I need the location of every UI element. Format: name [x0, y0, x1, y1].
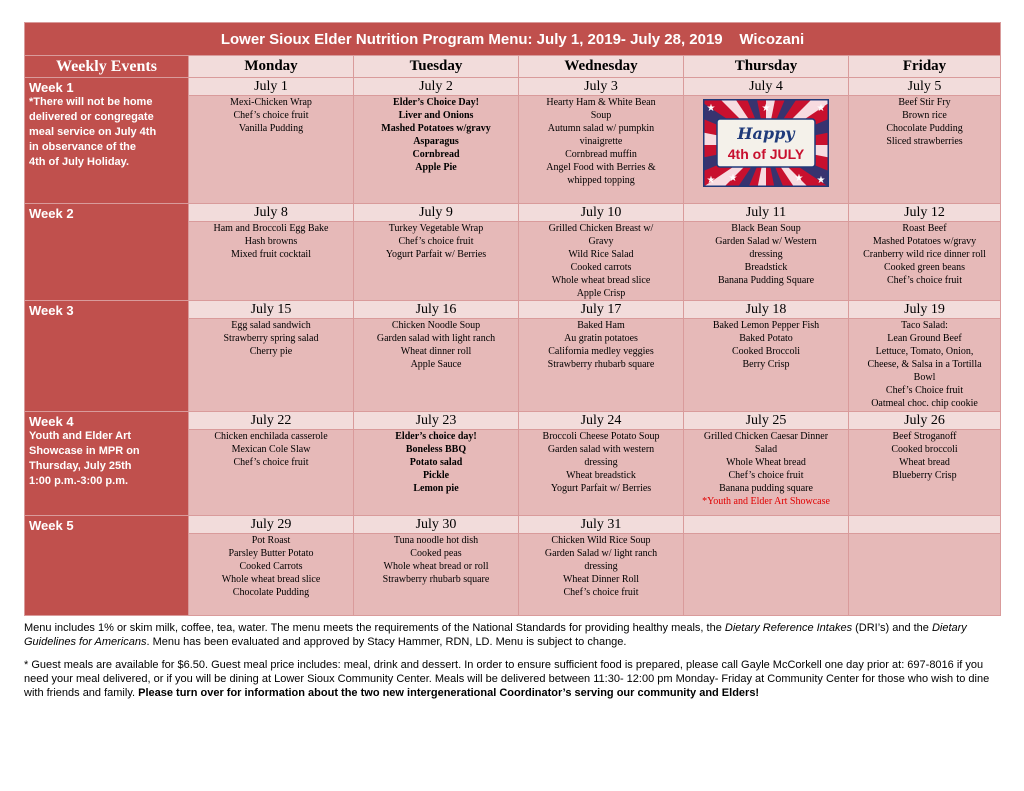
- meal-item: Mexi-Chicken Wrap: [230, 97, 312, 108]
- day-date: July 22: [189, 412, 354, 430]
- footer-notes: [24, 621, 1004, 700]
- meal-item: Chicken enchilada casserole: [214, 431, 328, 442]
- meal-item: Egg salad sandwich: [231, 320, 311, 331]
- meal-cell: [354, 430, 519, 516]
- meal-cell: [849, 534, 1001, 616]
- meal-cell: [849, 430, 1001, 516]
- meal-item: Beef Stir Fry: [898, 97, 951, 108]
- meal-item: Baked Lemon Pepper Fish: [712, 320, 820, 331]
- meal-item: Pickle: [422, 470, 450, 481]
- day-date: July 5: [849, 78, 1001, 96]
- menu-table: [24, 22, 1001, 616]
- meal-cell: [189, 222, 354, 301]
- day-date: [849, 516, 1001, 534]
- week-event-note: Showcase in MPR on: [29, 445, 140, 457]
- meal-cell: [354, 96, 519, 204]
- svg-text:★: ★: [794, 173, 804, 184]
- meal-cell: [684, 319, 849, 412]
- meal-item: Cooked carrots: [570, 262, 632, 273]
- week-events-cell: [25, 412, 189, 516]
- meal-item: Parsley Butter Potato: [228, 548, 314, 559]
- meal-item: Mashed Potatoes w/gravy: [381, 123, 491, 134]
- week-event-note: in observance of the: [29, 141, 136, 153]
- meal-item: Chef’s choice fruit: [563, 587, 639, 598]
- week-events-cell: [25, 516, 189, 616]
- meal-item: Chef’s Choice fruit: [885, 385, 964, 396]
- day-date: July 29: [189, 516, 354, 534]
- meal-item: Strawberry spring salad: [223, 333, 319, 344]
- meal-item: Lettuce, Tomato, Onion,: [875, 346, 974, 357]
- meal-item: Garden Salad w/ light ranch: [544, 548, 658, 559]
- week-event-note: meal service on July 4th: [29, 126, 157, 138]
- svg-text:★: ★: [761, 103, 771, 114]
- meal-item: whipped topping: [567, 175, 635, 186]
- day-date: July 30: [354, 516, 519, 534]
- meal-item: Brown rice: [902, 110, 947, 121]
- meal-item: Wild Rice Salad: [568, 249, 634, 260]
- meal-item: Salad: [754, 444, 778, 455]
- meal-item: Cooked Carrots: [239, 561, 303, 572]
- week-event-note: 1:00 p.m.-3:00 p.m.: [29, 475, 129, 487]
- header-day: Friday: [849, 56, 1001, 78]
- meal-item: California medley veggies: [548, 346, 654, 357]
- day-date: July 17: [519, 301, 684, 319]
- meal-item: Chicken Noodle Soup: [391, 320, 481, 331]
- week-events-cell: [25, 301, 189, 412]
- meal-item: Hearty Ham & White Bean: [546, 97, 656, 108]
- day-date: July 23: [354, 412, 519, 430]
- meal-item: Elder’s choice day!: [395, 431, 477, 442]
- week-event-note: Thursday, July 25th: [29, 460, 132, 472]
- day-date: July 19: [849, 301, 1001, 319]
- july4-cell: [684, 96, 849, 204]
- meal-item: Chef’s choice fruit: [233, 457, 309, 468]
- meal-item: Wheat bread: [899, 457, 950, 468]
- meal-cell: [684, 222, 849, 301]
- day-date: July 9: [354, 204, 519, 222]
- meal-cell: [354, 222, 519, 301]
- meal-cell: [354, 319, 519, 412]
- meal-item: Apple Pie: [415, 162, 457, 173]
- meal-item: dressing: [584, 561, 618, 572]
- meal-item: Garden salad with western: [547, 444, 655, 455]
- week-events-cell: [25, 204, 189, 301]
- meal-cell: [849, 222, 1001, 301]
- day-date: July 10: [519, 204, 684, 222]
- meal-item: Cornbread: [412, 149, 460, 160]
- meal-cell: [354, 534, 519, 616]
- meal-item: vinaigrette: [579, 136, 623, 147]
- day-date: July 2: [354, 78, 519, 96]
- footer-menu-info: Menu includes 1% or skim milk, coffee, tea, water. The menu meets the requirements of the National Standards for providing healthy meals, the Dietary Reference Intakes (DRI’s) and the Dietary Guidelines for Americans. Menu has been evaluated and approved by Stacy Hammer, RDN, LD. Menu is subject to change.: [24, 622, 967, 648]
- meal-item: Strawberry rhubarb square: [382, 574, 490, 585]
- week-event-note: delivered or congregate: [29, 111, 154, 123]
- meal-item: Tuna noodle hot dish: [393, 535, 479, 546]
- happy-4th-of-july-image: [703, 99, 829, 187]
- meal-item: dressing: [749, 249, 783, 260]
- day-date: July 12: [849, 204, 1001, 222]
- meal-item: Banana pudding square: [719, 483, 813, 494]
- day-date: July 24: [519, 412, 684, 430]
- meal-item: Grilled Chicken Caesar Dinner: [703, 431, 829, 442]
- meal-item: Autumn salad w/ pumpkin: [547, 123, 655, 134]
- meal-cell: [519, 534, 684, 616]
- meal-item: Chocolate Pudding: [886, 123, 963, 134]
- meal-item: Hash browns: [244, 236, 298, 247]
- meal-item: Liver and Onions: [398, 110, 474, 121]
- meal-item: Yogurt Parfait w/ Berries: [550, 483, 652, 494]
- meal-cell: [519, 319, 684, 412]
- day-date: July 11: [684, 204, 849, 222]
- day-date: July 15: [189, 301, 354, 319]
- week-date-row: [25, 204, 1001, 222]
- meal-item: Ham and Broccoli Egg Bake: [213, 223, 329, 234]
- meal-item: Pot Roast: [251, 535, 291, 546]
- day-date: [684, 516, 849, 534]
- meal-item: Cooked peas: [410, 548, 462, 559]
- week-event-note: 4th of July Holiday.: [29, 156, 130, 168]
- meal-item: Whole Wheat bread: [726, 457, 806, 468]
- meal-item: Black Bean Soup: [731, 223, 801, 234]
- meal-item: Chef’s choice fruit: [728, 470, 804, 481]
- meal-item: *Youth and Elder Art Showcase: [702, 496, 830, 507]
- week-label: Week 1: [29, 80, 74, 95]
- meal-item: Boneless BBQ: [405, 444, 467, 455]
- week-events-cell: [25, 78, 189, 204]
- svg-text:★: ★: [816, 103, 826, 114]
- meal-item: Chef’s choice fruit: [398, 236, 474, 247]
- meal-item: Banana Pudding Square: [717, 275, 815, 286]
- week-date-row: [25, 78, 1001, 96]
- meal-cell: [189, 430, 354, 516]
- day-date: July 31: [519, 516, 684, 534]
- meal-item: Taco Salad:: [901, 320, 948, 331]
- july4-line2: 4th of JULY: [727, 146, 805, 162]
- footer-guest-info: * Guest meals are available for $6.50. Guest meal price includes: meal, drink and dessert. In order to ensure sufficient food is prepared, please call Gayle McCorkell one day prior at: 697-8016 if you need your meal delivered, or if you will be dining at Lower Sioux Community Center. Meals will be delivered between 11:30- 12:00 pm Monday- Friday at Community Center for those who wish to dine with friends and family. Please turn over for information about the two new intergenerational Coordinator’s serving our community and Elders!: [24, 659, 990, 699]
- meal-cell: [684, 534, 849, 616]
- meal-cell: [189, 96, 354, 204]
- meal-item: Potato salad: [409, 457, 463, 468]
- meal-item: Baked Ham: [577, 320, 625, 331]
- week-label: Week 4: [29, 414, 74, 429]
- page-title: Lower Sioux Elder Nutrition Program Menu: July 1, 2019- July 28, 2019 Wicozani: [25, 23, 1001, 56]
- meal-item: Lemon pie: [413, 483, 459, 494]
- meal-item: Asparagus: [413, 136, 459, 147]
- meal-item: Vanilla Pudding: [238, 123, 304, 134]
- meal-item: Wheat dinner roll: [400, 346, 472, 357]
- meal-item: Breadstick: [744, 262, 788, 273]
- week-date-row: [25, 516, 1001, 534]
- meal-item: Garden salad with light ranch: [376, 333, 496, 344]
- week-date-row: [25, 412, 1001, 430]
- meal-cell: [189, 534, 354, 616]
- meal-item: Elder’s Choice Day!: [393, 97, 479, 108]
- header-row: [25, 56, 1001, 78]
- meal-item: Oatmeal choc. chip cookie: [871, 398, 978, 409]
- meal-item: Cherry pie: [249, 346, 293, 357]
- day-date: July 18: [684, 301, 849, 319]
- meal-item: Cooked Broccoli: [731, 346, 801, 357]
- week-label: Week 2: [29, 206, 74, 221]
- meal-item: Apple Sauce: [410, 359, 462, 370]
- meal-item: Grilled Chicken Breast w/: [548, 223, 654, 234]
- meal-item: Cranberry wild rice dinner roll: [863, 249, 986, 260]
- meal-item: Chocolate Pudding: [232, 587, 310, 598]
- svg-text:★: ★: [816, 175, 826, 186]
- meal-item: Mashed Potatoes w/gravy: [872, 236, 977, 247]
- day-date: July 4: [684, 78, 849, 96]
- svg-text:★: ★: [706, 175, 716, 186]
- week-event-note: *There will not be home: [29, 96, 153, 108]
- meal-item: dressing: [584, 457, 618, 468]
- july4-line1: Happy: [737, 124, 795, 143]
- meal-item: Apple Crisp: [576, 288, 626, 299]
- header-day: Wednesday: [519, 56, 684, 78]
- svg-text:★: ★: [706, 103, 716, 114]
- day-date: July 8: [189, 204, 354, 222]
- meal-item: Cornbread muffin: [565, 149, 637, 160]
- meal-item: Wheat Dinner Roll: [562, 574, 640, 585]
- meal-cell: [519, 96, 684, 204]
- meal-item: Baked Potato: [739, 333, 793, 344]
- header-weekly-events: Weekly Events: [25, 56, 189, 78]
- meal-item: Cooked broccoli: [891, 444, 958, 455]
- meal-item: Lean Ground Beef: [887, 333, 962, 344]
- meal-cell: [849, 319, 1001, 412]
- meal-cell: [189, 319, 354, 412]
- meal-item: Angel Food with Berries &: [546, 162, 656, 173]
- meal-item: Beef Stroganoff: [892, 431, 957, 442]
- day-date: July 1: [189, 78, 354, 96]
- meal-item: Bowl: [913, 372, 936, 383]
- meal-item: Cheese, & Salsa in a Tortilla: [867, 359, 982, 370]
- day-date: July 3: [519, 78, 684, 96]
- day-date: July 25: [684, 412, 849, 430]
- meal-cell: [684, 430, 849, 516]
- week-label: Week 5: [29, 518, 74, 533]
- meal-item: Whole wheat bread slice: [221, 574, 321, 585]
- meal-item: Broccoli Cheese Potato Soup: [542, 431, 660, 442]
- meal-item: Berry Crisp: [742, 359, 790, 370]
- meal-cell: [519, 222, 684, 301]
- day-date: July 16: [354, 301, 519, 319]
- meal-item: Garden Salad w/ Western: [715, 236, 817, 247]
- meal-item: Mixed fruit cocktail: [231, 249, 311, 260]
- meal-item: Au gratin potatoes: [564, 333, 638, 344]
- meal-cell: [849, 96, 1001, 204]
- header-day: Tuesday: [354, 56, 519, 78]
- meal-item: Cooked green beans: [883, 262, 966, 273]
- week-event-note: Youth and Elder Art: [29, 430, 132, 442]
- meal-item: Chicken Wild Rice Soup: [551, 535, 651, 546]
- meal-item: Roast Beef: [902, 223, 947, 234]
- header-day: Thursday: [684, 56, 849, 78]
- meal-item: Whole wheat bread slice: [551, 275, 651, 286]
- meal-item: Mexican Cole Slaw: [231, 444, 311, 455]
- day-date: July 26: [849, 412, 1001, 430]
- meal-item: Wheat breadstick: [566, 470, 636, 481]
- meal-item: Blueberry Crisp: [892, 470, 957, 481]
- meal-item: Strawberry rhubarb square: [547, 359, 655, 370]
- meal-item: Whole wheat bread or roll: [383, 561, 489, 572]
- svg-text:★: ★: [728, 173, 738, 184]
- meal-item: Turkey Vegetable Wrap: [388, 223, 484, 234]
- header-day: Monday: [189, 56, 354, 78]
- meal-item: Yogurt Parfait w/ Berries: [385, 249, 487, 260]
- meal-item: Chef’s choice fruit: [233, 110, 309, 121]
- week-date-row: [25, 301, 1001, 319]
- meal-item: Sliced strawberries: [886, 136, 963, 147]
- meal-item: Soup: [590, 110, 612, 121]
- meal-item: Chef’s choice fruit: [887, 275, 962, 286]
- meal-item: Gravy: [588, 236, 614, 247]
- week-label: Week 3: [29, 303, 74, 318]
- meal-cell: [519, 430, 684, 516]
